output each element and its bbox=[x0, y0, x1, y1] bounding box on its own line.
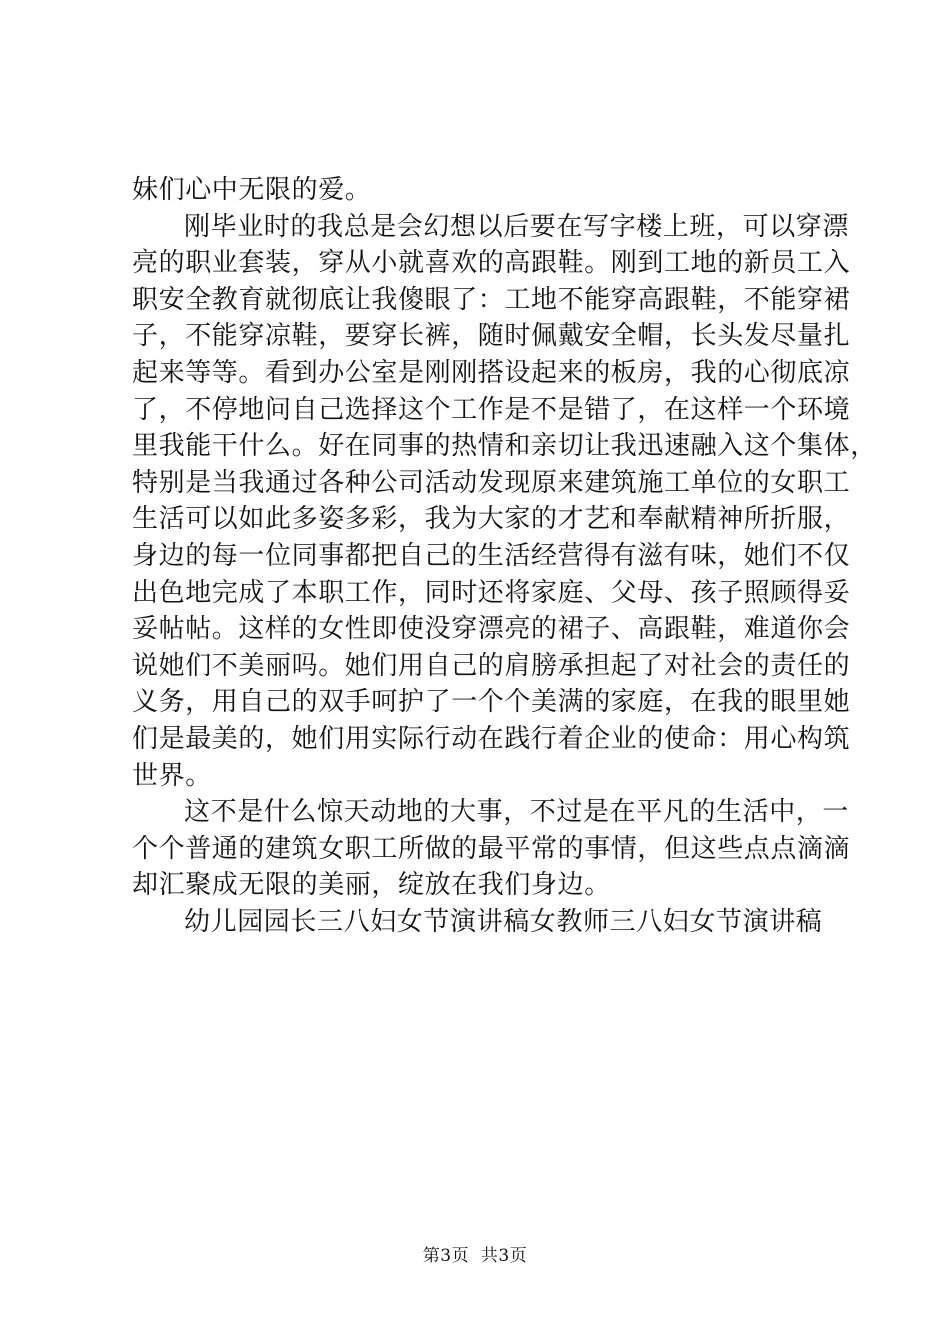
page-footer bbox=[0, 1244, 950, 1268]
text-line: 幼儿园园长三八妇女节演讲稿女教师三八妇女节演讲稿 bbox=[184, 906, 823, 937]
text-line: 起来等等。看到办公室是刚刚搭设起来的板房，我的心彻底凉 bbox=[132, 357, 851, 388]
text-line: 妥帖帖。这样的女性即使没穿漂亮的裙子、高跟鞋，难道你会 bbox=[132, 614, 851, 645]
text-line: 特别是当我通过各种公司活动发现原来建筑施工单位的女职工 bbox=[132, 467, 851, 498]
text-line: 职安全教育就彻底让我傻眼了：工地不能穿高跟鞋，不能穿裙 bbox=[132, 284, 851, 315]
text-line: 们是最美的，她们用实际行动在践行着企业的使命：用心构筑 bbox=[132, 723, 851, 754]
text-line: 妹们心中无限的爱。 bbox=[132, 175, 372, 205]
text-line: 义务，用自己的双手呵护了一个个美满的家庭，在我的眼里她 bbox=[132, 687, 851, 718]
text-line: 这不是什么惊天动地的大事，不过是在平凡的生活中，一 bbox=[184, 797, 850, 828]
text-line: 子，不能穿凉鞋，要穿长裤，随时佩戴安全帽，长头发尽量扎 bbox=[132, 321, 851, 352]
text-line: 里我能干什么。好在同事的热情和亲切让我迅速融入这个集体， bbox=[132, 431, 877, 462]
text-line: 世界。 bbox=[132, 760, 212, 791]
text-line: 出色地完成了本职工作，同时还将家庭、父母、孩子照顾得妥 bbox=[132, 577, 851, 608]
text-line: 刚毕业时的我总是会幻想以后要在写字楼上班，可以穿漂 bbox=[184, 211, 850, 242]
text-line: 个个普通的建筑女职工所做的最平常的事情，但这些点点滴滴 bbox=[132, 833, 851, 864]
text-line: 亮的职业套装，穿从小就喜欢的高跟鞋。刚到工地的新员工入 bbox=[132, 248, 851, 279]
text-line: 说她们不美丽吗。她们用自己的肩膀承担起了对社会的责任的 bbox=[132, 650, 851, 681]
document-body bbox=[132, 172, 877, 940]
page-number: 第3页 共3页 bbox=[422, 1246, 528, 1266]
text-line: 却汇聚成无限的美丽，绽放在我们身边。 bbox=[132, 870, 611, 901]
text-line: 身边的每一位同事都把自己的生活经营得有滋有味，她们不仅 bbox=[132, 540, 851, 571]
text-line: 了，不停地问自己选择这个工作是不是错了，在这样一个环境 bbox=[132, 394, 851, 425]
text-line: 生活可以如此多姿多彩，我为大家的才艺和奉献精神所折服， bbox=[132, 504, 851, 535]
